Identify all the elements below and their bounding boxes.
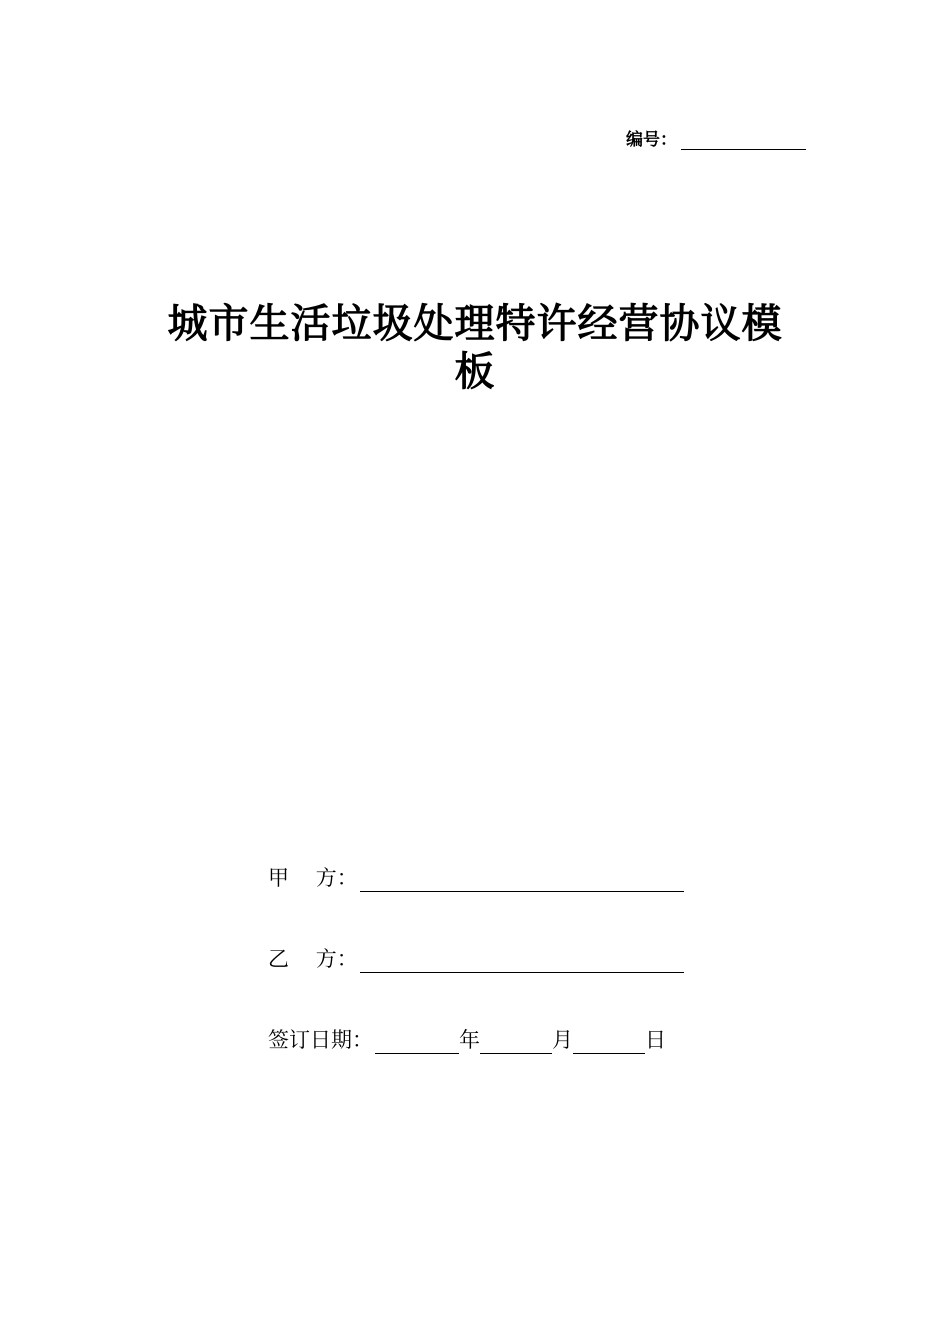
sign-date-field <box>268 1024 666 1054</box>
day-label: 日 <box>645 1028 666 1052</box>
serial-number-colon: ： <box>660 130 677 150</box>
day-blank[interactable] <box>573 1031 645 1054</box>
party-a-field <box>268 862 684 892</box>
party-b-label: 乙 方： <box>268 947 358 971</box>
party-a-label: 甲 方： <box>268 866 358 890</box>
serial-number-field <box>626 126 806 150</box>
party-a-blank[interactable] <box>360 869 684 892</box>
document-title: 城市生活垃圾处理特许经营协议模板 <box>167 300 783 395</box>
month-label: 月 <box>552 1028 573 1052</box>
party-b-field <box>268 943 684 973</box>
party-b-blank[interactable] <box>360 950 684 973</box>
month-blank[interactable] <box>480 1031 552 1054</box>
serial-number-label: 编号 <box>626 130 660 150</box>
serial-number-blank[interactable] <box>681 129 806 150</box>
year-label: 年 <box>459 1028 480 1052</box>
sign-date-label: 签订日期： <box>268 1028 373 1052</box>
year-blank[interactable] <box>375 1031 459 1054</box>
